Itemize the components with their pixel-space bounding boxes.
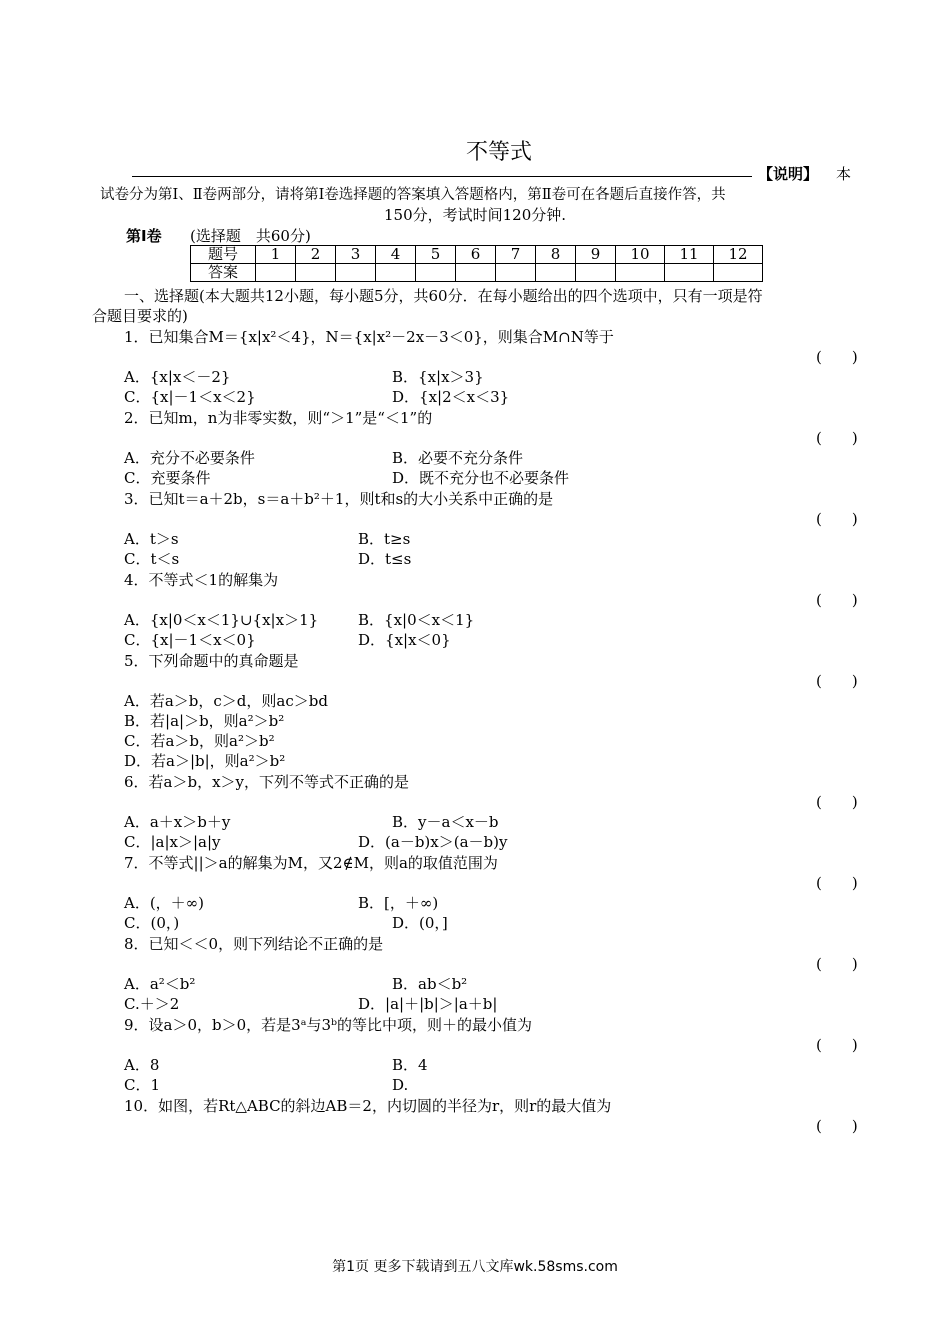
question-stem: 3．已知t＝a＋2b，s＝a＋b²＋1，则t和s的大小关系中正确的是 (124, 490, 554, 508)
option-a: A．(，＋∞) (124, 894, 205, 912)
answer-cell[interactable] (714, 264, 763, 282)
option-c: C.＋＞2 (124, 995, 180, 1013)
option-a: A．8 (124, 1056, 160, 1074)
answer-paren: ( ) (816, 955, 858, 973)
answer-paren: ( ) (816, 1036, 858, 1054)
option-d: D．(a－b)x＞(a－b)y (358, 833, 508, 851)
note-line2: 试卷分为第Ⅰ、Ⅱ卷两部分，请将第Ⅰ卷选择题的答案填入答题格内，第Ⅱ卷可在各题后直接作答，共 (100, 187, 726, 203)
option-a: A．充分不必要条件 (124, 449, 255, 467)
table-cell: 5 (416, 246, 456, 264)
table-cell: 8 (536, 246, 576, 264)
option-c: C．|a|x＞|a|y (124, 833, 221, 851)
option-c: C．{x|－1＜x＜0} (124, 631, 256, 649)
table-cell: 10 (616, 246, 665, 264)
answer-cell[interactable] (616, 264, 665, 282)
answer-paren: ( ) (816, 591, 858, 609)
question-stem: 4．不等式＜1的解集为 (124, 571, 279, 589)
question-stem: 7．不等式||＞a的解集为M，又2∉M，则a的取值范围为 (124, 854, 498, 872)
option-d: D．若a＞|b|，则a²＞b² (124, 752, 286, 770)
option-d: D. (392, 1076, 409, 1094)
answer-table-row-answers (191, 264, 763, 282)
table-header-answer: 答案 (191, 264, 256, 282)
answer-paren: ( ) (816, 510, 858, 528)
answer-cell[interactable] (665, 264, 714, 282)
note-line1-end: 本 (836, 165, 852, 183)
answer-paren: ( ) (816, 874, 858, 892)
answer-paren: ( ) (816, 793, 858, 811)
question-stem: 2．已知m，n为非零实数，则“＞1”是“＜1”的 (124, 409, 433, 427)
option-d: D．{x|x＜0} (358, 631, 451, 649)
answer-cell[interactable] (336, 264, 376, 282)
table-cell: 6 (456, 246, 496, 264)
option-b: B．{x|x＞3} (392, 368, 484, 386)
part1-heading: 一、选择题(本大题共12小题，每小题5分，共60分．在每小题给出的四个选项中，只有一项是符 (124, 287, 763, 305)
answer-table-row-numbers (191, 246, 763, 264)
answer-cell[interactable] (496, 264, 536, 282)
page-footer: 第1页 更多下载请到五八文库wk.58sms.com (332, 1259, 618, 1275)
question-stem: 5．下列命题中的真命题是 (124, 652, 299, 670)
question-stem: 9．设a＞0，b＞0，若是3ᵃ与3ᵇ的等比中项，则＋的最小值为 (124, 1016, 533, 1034)
answer-paren: ( ) (816, 672, 858, 690)
option-b: B．t≥s (358, 530, 411, 548)
option-a: A．若a＞b，c＞d，则ac＞bd (124, 692, 328, 710)
part1-heading-cont: 合题目要求的) (92, 307, 188, 325)
option-a: A．a²＜b² (124, 975, 196, 993)
answer-cell[interactable] (576, 264, 616, 282)
table-cell: 9 (576, 246, 616, 264)
option-a: A．{x|0＜x＜1}∪{x|x＞1} (124, 611, 319, 629)
option-d: D．{x|2＜x＜3} (392, 388, 510, 406)
section1-label: 第Ⅰ卷 (126, 227, 162, 245)
table-cell: 4 (376, 246, 416, 264)
table-cell: 1 (256, 246, 296, 264)
option-b: B．4 (392, 1056, 428, 1074)
question-stem: 8．已知＜＜0，则下列结论不正确的是 (124, 935, 384, 953)
question-stem: 10．如图，若Rt△ABC的斜边AB＝2，内切圆的半径为r，则r的最大值为 (124, 1097, 612, 1115)
option-b: B．ab＜b² (392, 975, 468, 993)
option-a: A．t＞s (124, 530, 179, 548)
option-d: D．t≤s (358, 550, 412, 568)
section1-desc: (选择题 共60分) (190, 227, 311, 245)
answer-cell[interactable] (256, 264, 296, 282)
answer-paren: ( ) (816, 429, 858, 447)
answer-cell[interactable] (296, 264, 336, 282)
option-a: A．a＋x＞b＋y (124, 813, 231, 831)
answer-table (190, 245, 763, 282)
table-cell: 11 (665, 246, 714, 264)
answer-paren: ( ) (816, 1117, 858, 1135)
option-b: B．y－a＜x－b (392, 813, 499, 831)
question-stem: 6．若a＞b，x＞y，下列不等式不正确的是 (124, 773, 410, 791)
question-stem: 1．已知集合M＝{x|x²＜4}，N＝{x|x²－2x－3＜0}，则集合M∩N等于 (124, 328, 614, 346)
answer-cell[interactable] (416, 264, 456, 282)
option-b: B．[，＋∞) (358, 894, 439, 912)
option-d: D．|a|＋|b|＞|a＋b| (358, 995, 498, 1013)
table-cell: 3 (336, 246, 376, 264)
title-rule (132, 176, 752, 177)
option-d: D．既不充分也不必要条件 (392, 469, 570, 487)
option-c: C．{x|－1＜x＜2} (124, 388, 256, 406)
option-c: C．若a＞b，则a²＞b² (124, 732, 275, 750)
answer-cell[interactable] (536, 264, 576, 282)
page-title: 不等式 (465, 140, 532, 165)
option-c: C．(0，) (124, 914, 180, 932)
note-line3: 150分，考试时间120分钟. (383, 206, 567, 224)
table-header-number: 题号 (191, 246, 256, 264)
answer-paren: ( ) (816, 348, 858, 366)
answer-cell[interactable] (456, 264, 496, 282)
note-label: 【说明】 (758, 165, 819, 183)
table-cell: 12 (714, 246, 763, 264)
table-cell: 7 (496, 246, 536, 264)
option-d: D．(0，] (392, 914, 448, 932)
option-c: C．1 (124, 1076, 161, 1094)
option-c: C．t＜s (124, 550, 180, 568)
option-b: B．若|a|＞b，则a²＞b² (124, 712, 285, 730)
option-b: B．{x|0＜x＜1} (358, 611, 475, 629)
option-a: A．{x|x＜－2} (124, 368, 231, 386)
table-cell: 2 (296, 246, 336, 264)
answer-cell[interactable] (376, 264, 416, 282)
option-b: B．必要不充分条件 (392, 449, 524, 467)
option-c: C．充要条件 (124, 469, 211, 487)
